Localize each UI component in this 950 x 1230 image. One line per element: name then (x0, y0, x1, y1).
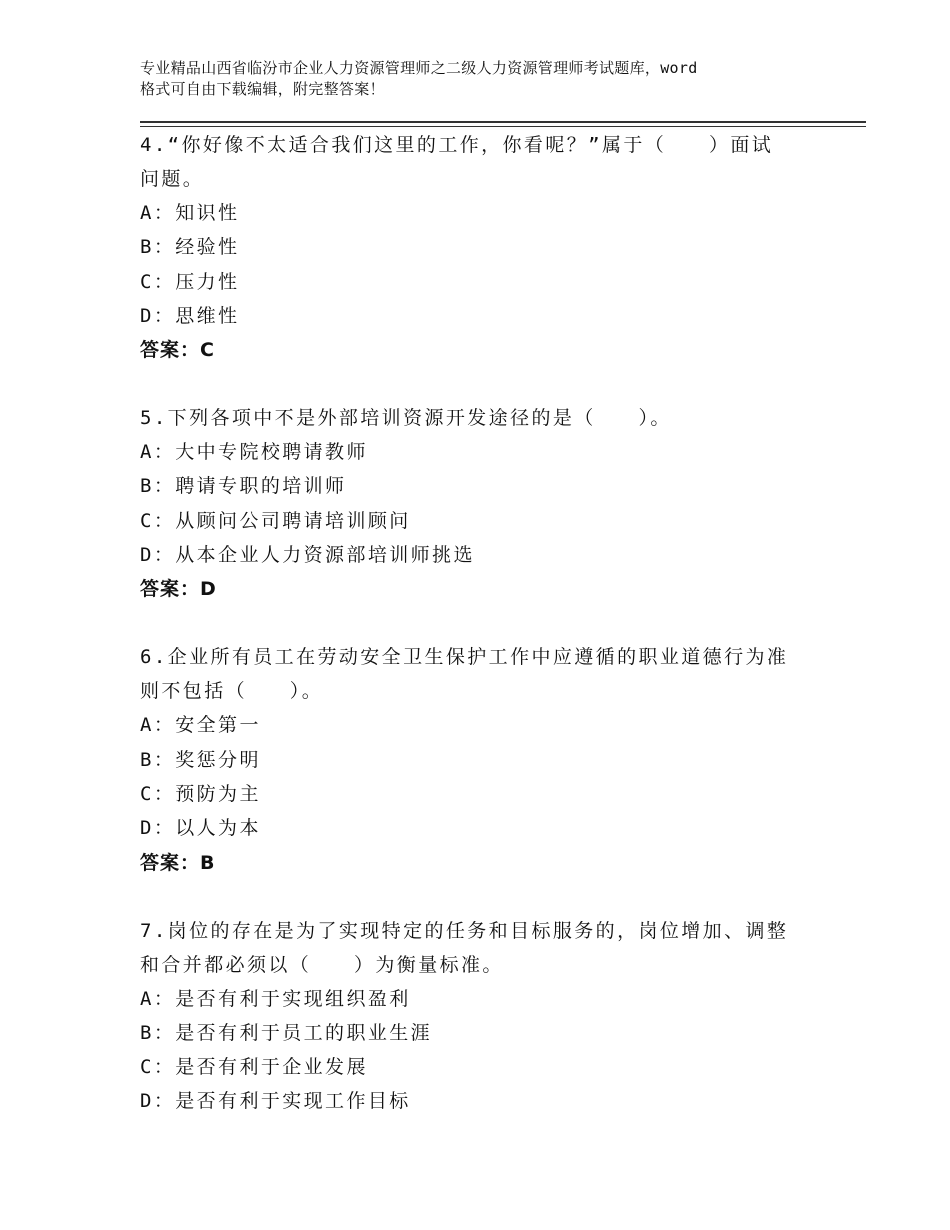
answer-line: 答案：D (140, 578, 217, 601)
question-stem-line: 7.岗位的存在是为了实现特定的任务和目标服务的，岗位增加、调整 (140, 919, 789, 942)
option-c: C：压力性 (140, 270, 240, 293)
option-d: D：是否有利于实现工作目标 (140, 1090, 411, 1113)
option-d: D：从本企业人力资源部培训师挑选 (140, 544, 475, 567)
option-b: B：经验性 (140, 236, 240, 259)
option-a: A：大中专院校聘请教师 (140, 441, 368, 464)
question-stem-line: 和合并都必须以（ ）为衡量标准。 (140, 953, 504, 976)
question-4 (140, 128, 840, 367)
question-stem-line: 6.企业所有员工在劳动安全卫生保护工作中应遵循的职业道德行为准 (140, 646, 789, 669)
option-b: B：是否有利于员工的职业生涯 (140, 1021, 433, 1044)
question-stem-line: 5.下列各项中不是外部培训资源开发途径的是（ ）。 (140, 407, 672, 430)
document-header (140, 58, 840, 100)
option-a: A：安全第一 (140, 714, 261, 737)
question-spacer (140, 606, 840, 640)
option-d: D：以人为本 (140, 817, 261, 840)
option-c: C：是否有利于企业发展 (140, 1056, 368, 1079)
option-a: A：知识性 (140, 202, 240, 224)
answer-line: 答案：C (140, 339, 215, 362)
answer-line: 答案：B (140, 851, 216, 874)
header-divider-thin (140, 126, 866, 127)
header-line-2: 格式可自由下载编辑，附完整答案！ (140, 80, 385, 98)
option-b: B：奖惩分明 (140, 748, 261, 771)
question-stem-line: 问题。 (140, 168, 205, 190)
option-b: B：聘请专职的培训师 (140, 475, 347, 498)
option-c: C：预防为主 (140, 782, 261, 805)
question-stem-line: 则不包括（ ）。 (140, 680, 324, 703)
question-5 (140, 401, 840, 606)
question-6 (140, 640, 840, 879)
question-list (140, 128, 840, 1119)
header-divider-thick (140, 121, 866, 123)
question-7 (140, 914, 840, 1119)
question-spacer (140, 367, 840, 401)
option-a: A：是否有利于实现组织盈利 (140, 987, 411, 1010)
header-line-1: 专业精品山西省临汾市企业人力资源管理师之二级人力资源管理师考试题库，word (140, 59, 698, 77)
question-stem-line: 4.“你好像不太适合我们这里的工作，你看呢？”属于（ ）面试 (140, 134, 774, 156)
option-d: D：思维性 (140, 304, 240, 327)
option-c: C：从顾问公司聘请培训顾问 (140, 509, 411, 532)
question-spacer (140, 880, 840, 914)
